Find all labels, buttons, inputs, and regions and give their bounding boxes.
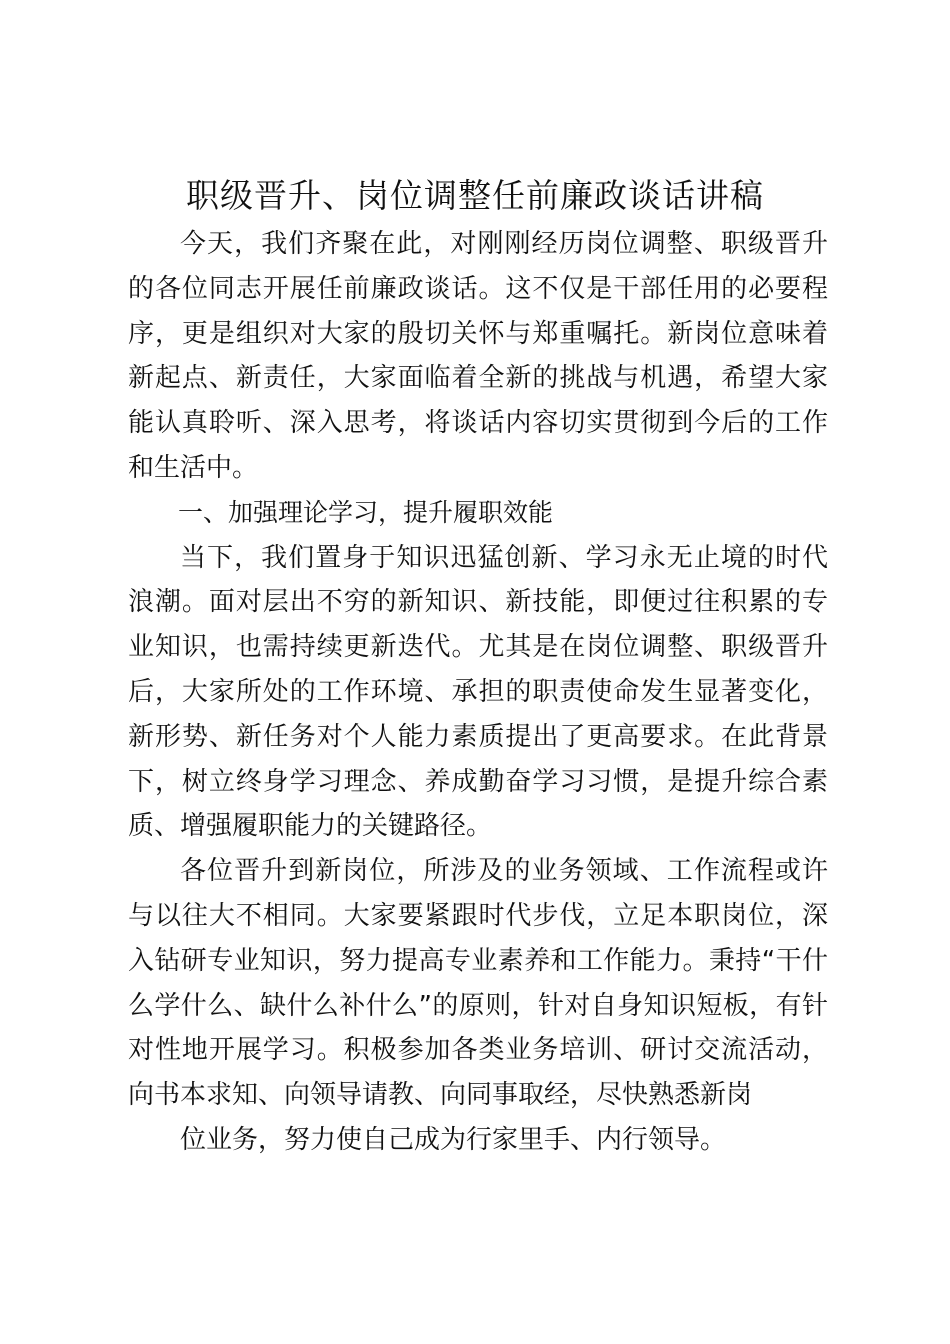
document-title: 职级晋升、岗位调整任前廉政谈话讲稿 xyxy=(186,176,764,215)
paragraph-intro: 今天，我们齐聚在此，对刚刚经历岗位调整、职级晋升的各位同志开展任前廉政谈话。这不仅是干部任用的必要程序，更是组织对大家的殷切关怀与郑重嘱托。新岗位意味着新起点、新责任，大家面临着全新的挑战与机遇，希望大家能认真聆听、深入思考，将谈话内容切实贯彻到今后的工作和生活中。 xyxy=(128,229,828,483)
paragraph-section1-2: 各位晋升到新岗位，所涉及的业务领域、工作流程或许与以往大不相同。大家要紧跟时代步伐，立足本职岗位，深入钻研专业知识，努力提高专业素养和工作能力。秉持“干什么学什么、缺什么补什么”的原则，针对自身知识短板，有针对性地开展学习。积极参加各类业务培训、研讨交流活动，向书本求知、向领导请教、向同事取经，尽快熟悉新岗 xyxy=(128,856,828,1111)
paragraph-section1-3: 位业务，努力使自己成为行家里手、内行领导。 xyxy=(180,1124,727,1155)
paragraph-section1-1: 当下，我们置身于知识迅猛创新、学习永无止境的时代浪潮。面对层出不穷的新知识、新技能，即便过往积累的专业知识，也需持续更新迭代。尤其是在岗位调整、职级晋升后，大家所处的工作环境、承担的职责使命发生显著变化，新形势、新任务对个人能力素质提出了更高要求。在此背景下，树立终身学习理念、养成勤奋学习习惯，是提升综合素质、增强履职能力的关键路径。 xyxy=(128,542,828,842)
document-body xyxy=(128,222,828,1163)
section-heading-1: 一、加强理论学习，提升履职效能 xyxy=(178,497,554,527)
